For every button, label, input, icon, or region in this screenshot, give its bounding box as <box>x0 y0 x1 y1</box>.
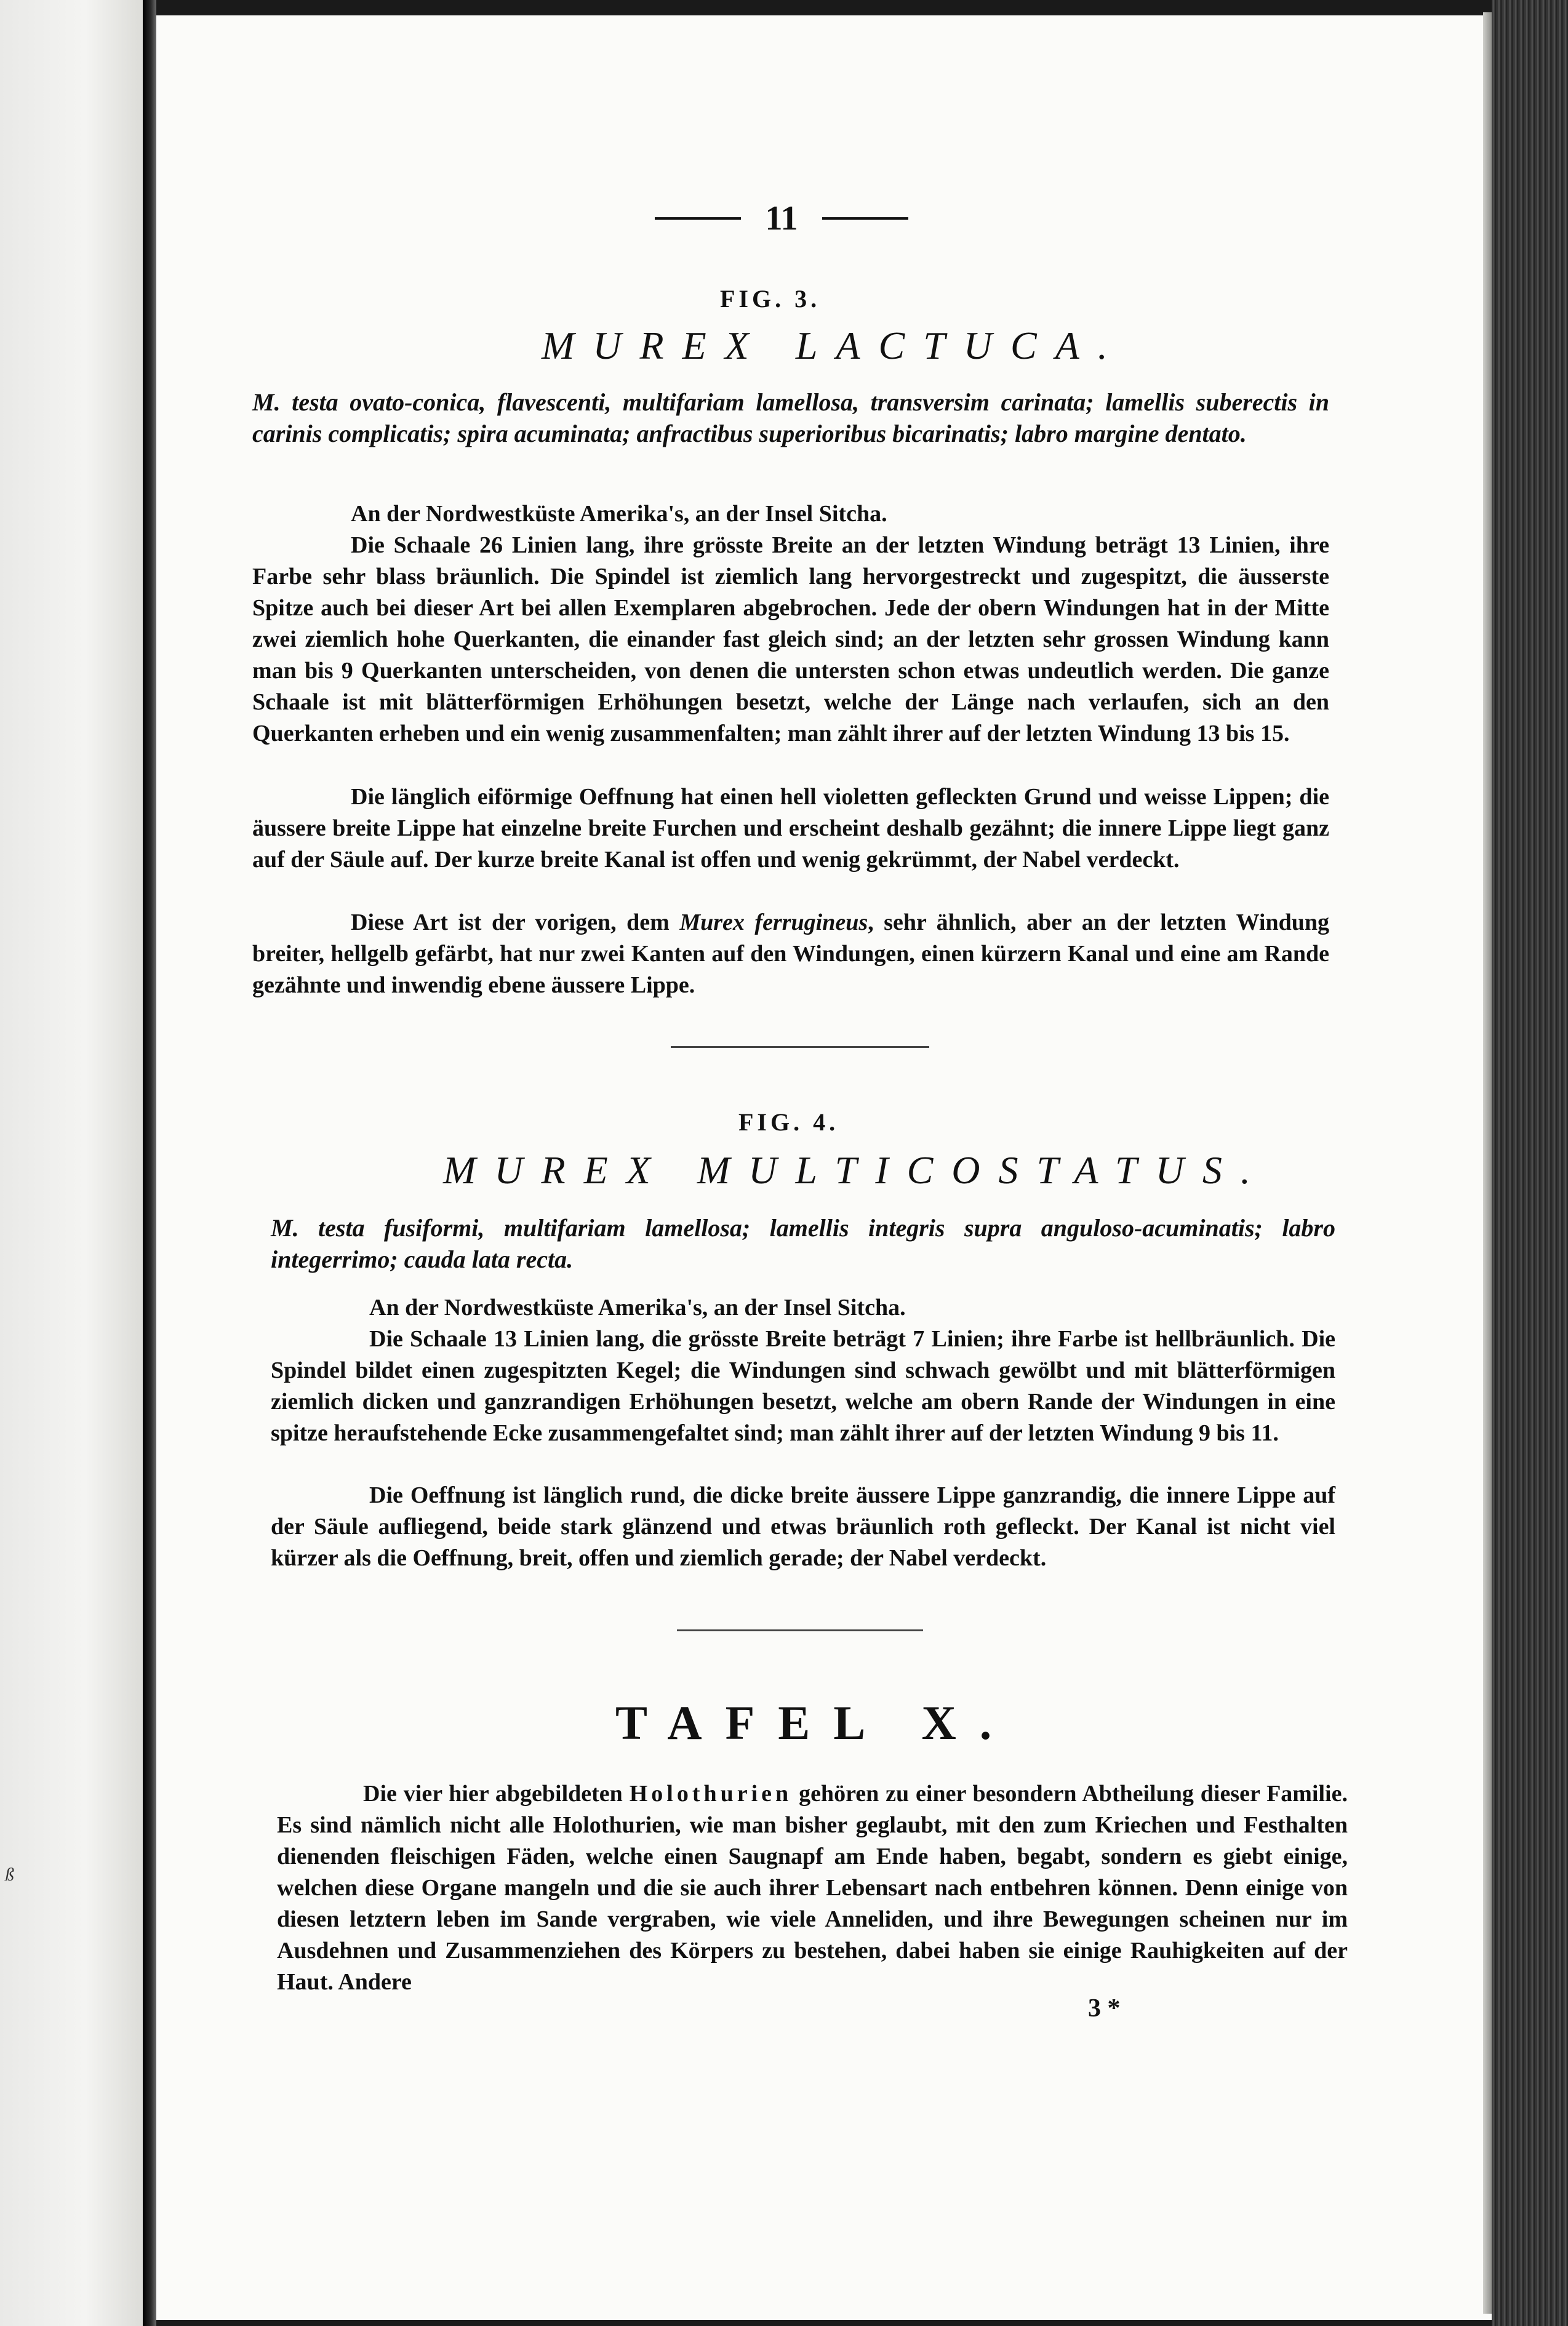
book-gutter <box>143 0 156 2326</box>
facing-page-edge <box>0 0 143 2326</box>
fig3-diagnosis: M. testa ovato-conica, flavescenti, multifariam lamellosa, transversim carinata; lamellis suberectis in carinis complicatis; spira acuminata; anfractibus superioribus bicarinatis; labro margine dentato. <box>252 388 1329 447</box>
fig3-comparison-text-a: Diese Art ist der vorigen, dem <box>351 909 680 935</box>
fig4-locality: An der Nordwestküste Amerika's, an der Insel Sitcha. <box>369 1295 906 1321</box>
fig3-comparison <box>252 907 1329 1001</box>
book-fore-edge <box>1492 0 1568 2326</box>
fig3-comparison-text-b: , sehr ähnlich, aber an der letzten Windung breiter, hellgelb gefärbt, hat nur zwei Kanten auf den Windungen, einen kürzern Kanal und eine am Rande gezähnte und inwendig ebene äussere Lippe. <box>252 909 1329 998</box>
fig4-diagnosis: M. testa fusiformi, multifariam lamellosa; lamellis integris supra anguloso-acuminatis; labro integerrimo; cauda lata recta. <box>271 1214 1335 1273</box>
fig3-comparison-species: Murex ferrugineus <box>679 909 868 935</box>
tafel-intro <box>277 1778 1348 1998</box>
tafel-intro-holothurien: Holothurien <box>629 1781 793 1807</box>
fig4-title: MUREX MULTICOSTATUS. <box>443 1148 1269 1192</box>
header-rule-right <box>822 217 908 220</box>
tafel-heading: TAFEL X. <box>615 1696 1015 1749</box>
section-divider-2 <box>677 1629 923 1631</box>
fig3-label: FIG. 3. <box>720 285 821 313</box>
section-divider-1 <box>671 1046 929 1048</box>
signature-mark: 3 * <box>1088 1994 1121 2023</box>
tafel-intro-text-a: Die vier hier abgebildeten <box>363 1781 630 1807</box>
fig4-description: Die Schaale 13 Linien lang, die grösste Breite beträgt 7 Linien; ihre Farbe ist hellbräunlich. Die Spindel bildet einen zugespitzten Kegel; die Windungen sind schwach gewölbt und mit blätterförmigen ziemlich dicken und ganzrandigen Erhöhungen besetzt, welche am obern Rande der Windungen in eine spitze heraufstehende Ecke zusammengefaltet sind; man zählt ihrer auf der letzten Windung 9 bis 11. <box>271 1326 1335 1446</box>
fig3-title: MUREX LACTUCA. <box>542 324 1126 367</box>
fig4-label: FIG. 4. <box>738 1108 839 1136</box>
tafel-intro-text-b: gehören zu einer besondern Abtheilung dieser Familie. Es sind nämlich nicht alle Holothurien, wie man bisher geglaubt, mit den zum Kriechen und Festhalten dienenden fleischigen Fäden, welche einen Saugnapf am Ende haben, begabt, sondern es giebt einige, welchen diese Organe mangeln und die sie auch ihrer Lebensart nach entbehren können. Denn einige von diesen letztern leben im Sande vergraben, wie viele Anneliden, und ihre Bewegungen scheinen nur im Ausdehnen und Zusammenziehen des Körpers zu bestehen, dabei haben sie einige Rauhigkeiten auf der Haut. Andere <box>277 1781 1348 1995</box>
fig3-description: Die Schaale 26 Linien lang, ihre grösste Breite an der letzten Windung beträgt 13 Linien, ihre Farbe sehr blass bräunlich. Die Spindel ist ziemlich lang hervorgestreckt und zugespitzt, die äusserste Spitze auch bei dieser Art bei allen Exemplaren abgebrochen. Jede der obern Windungen hat in der Mitte zwei ziemlich hohe Querkanten, die einander fast gleich sind; an der letzten sehr grossen Windung kann man bis 9 Querkanten unterscheiden, von denen die untersten schon etwas undeutlich werden. Die ganze Schaale ist mit blätterförmigen Erhöhungen besetzt, welche der Länge nach verlaufen, sich an den Querkanten erheben und ein wenig zusammenfalten; man zählt ihrer auf der letzten Windung 13 bis 15. <box>252 532 1329 746</box>
margin-mark: ß <box>5 1864 14 1885</box>
fig3-aperture: Die länglich eiförmige Oeffnung hat einen hell violetten gefleckten Grund und weisse Lippen; die äussere breite Lippe hat einzelne breite Furchen und erscheint deshalb gezähnt; die innere Lippe liegt ganz auf der Säule auf. Der kurze breite Kanal ist offen und wenig gekrümmt, der Nabel verdeckt. <box>252 784 1329 873</box>
fig3-locality: An der Nordwestküste Amerika's, an der Insel Sitcha. <box>351 501 887 527</box>
header-rule-left <box>655 217 741 220</box>
page-number-header <box>640 200 923 237</box>
fig4-aperture: Die Oeffnung ist länglich rund, die dicke breite äussere Lippe ganzrandig, die innere Lippe auf der Säule aufliegend, beide stark glänzend und etwas bräunlich roth gefleckt. Der Kanal ist nicht viel kürzer als die Oeffnung, breit, offen und ziemlich gerade; der Nabel verdeckt. <box>271 1482 1335 1571</box>
page-number: 11 <box>765 199 798 238</box>
